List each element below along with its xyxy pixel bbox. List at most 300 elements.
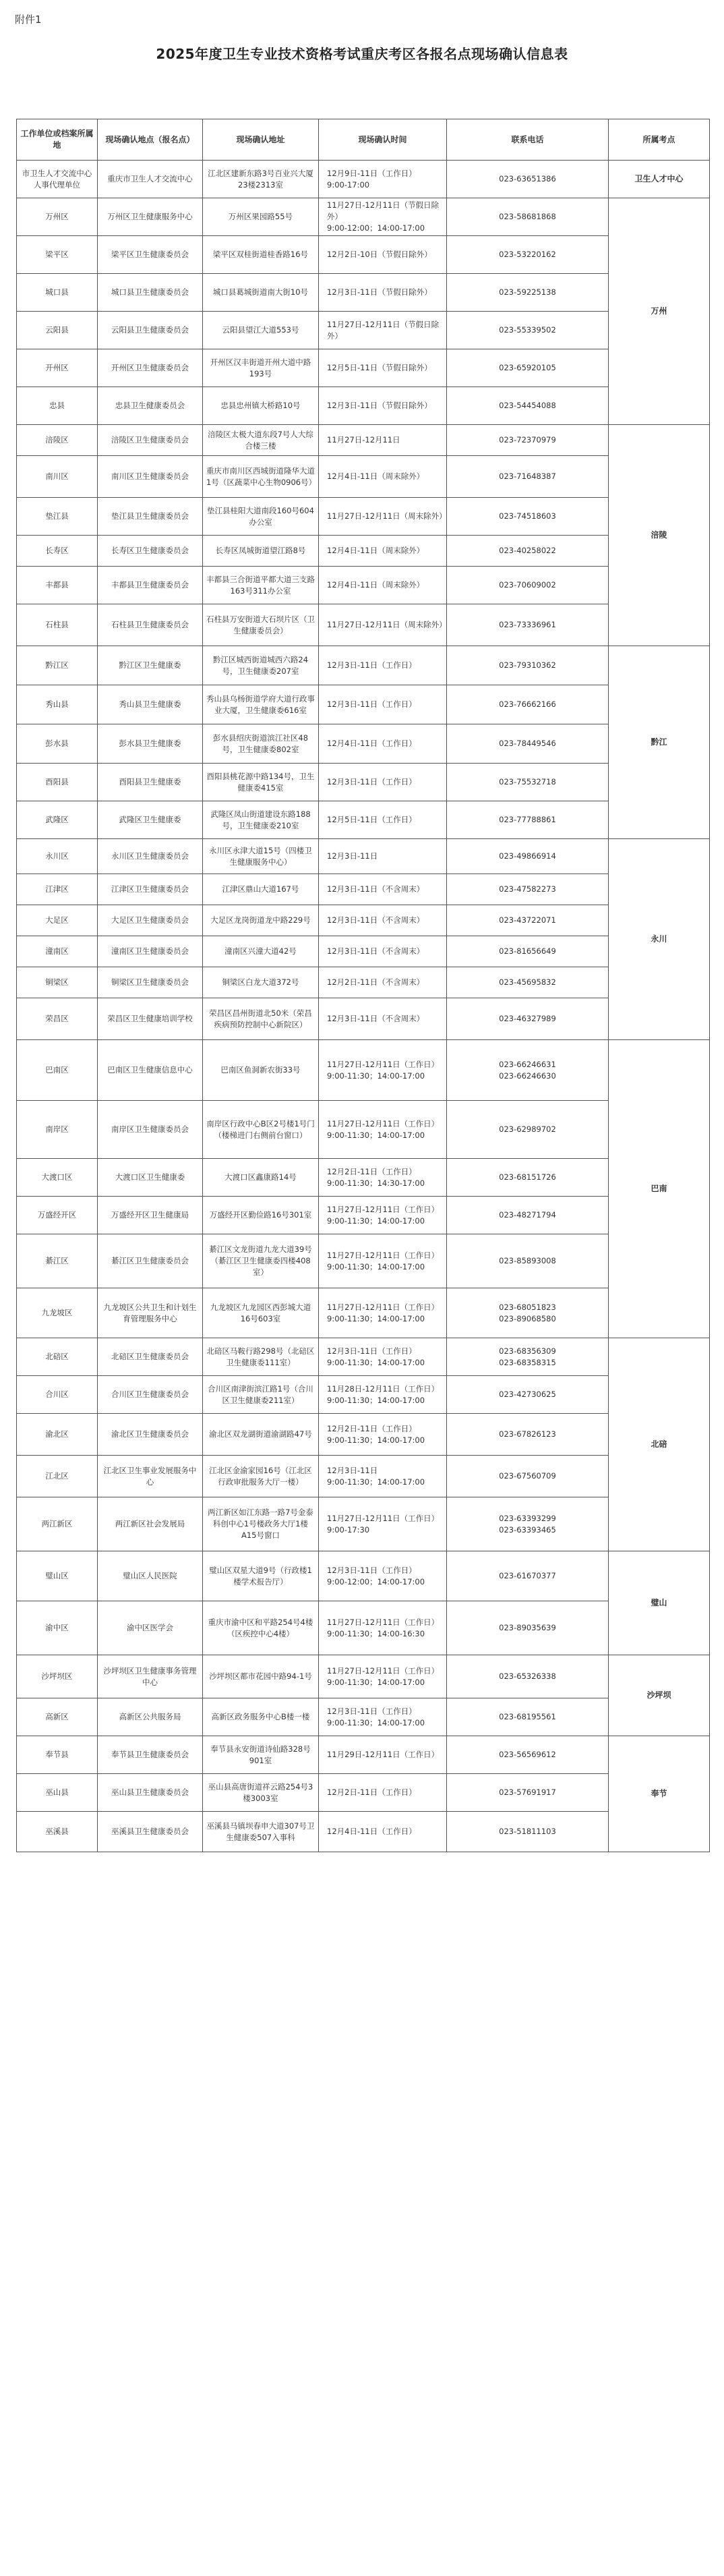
cell-unit: 彭水县: [17, 724, 98, 764]
table-row: [17, 1159, 710, 1197]
cell-unit: 北碚区: [17, 1338, 98, 1376]
cell-site: 璧山区人民医院: [98, 1551, 203, 1601]
cell-site: 綦江区卫生健康委员会: [98, 1234, 203, 1288]
time-line: 12月3日-11日（节假日除外）: [327, 287, 432, 297]
table-row: [17, 801, 710, 839]
cell-region: 卫生人才中心: [609, 161, 710, 198]
col-header-region: 所属考点: [609, 119, 710, 161]
phone-number: 023-65920105: [499, 363, 556, 372]
cell-address: 涪陵区太极大道东段7号人大综合楼三楼: [203, 425, 319, 456]
cell-time: [319, 1338, 447, 1376]
time-line: 12月3日-11日（工作日）: [327, 699, 417, 709]
col-header-address: 现场确认地址: [203, 119, 319, 161]
time-line: 9:00-11:30；14:00-17:00: [327, 1395, 425, 1405]
time-line: 11月27日-12月11日（工作日）: [327, 1204, 440, 1214]
table-row: [17, 1234, 710, 1288]
phone-number: 023-56569612: [499, 1750, 556, 1759]
cell-site: 武隆区卫生健康委: [98, 801, 203, 839]
cell-time: [319, 839, 447, 874]
time-line: 12月2日-11日（工作日）: [327, 1787, 417, 1797]
table-row: [17, 1456, 710, 1497]
cell-unit: 荣昌区: [17, 998, 98, 1040]
cell-address: 奉节县永安街道诗仙路328号901室: [203, 1736, 319, 1774]
cell-site: 两江新区社会发展局: [98, 1497, 203, 1551]
table-row: [17, 1551, 710, 1601]
cell-address: 秀山县乌杨街道学府大道行政事业大厦，卫生健康委616室: [203, 685, 319, 724]
phone-number: 023-67826123: [499, 1429, 556, 1439]
cell-phone: [447, 1288, 609, 1338]
cell-site: 大足区卫生健康委员会: [98, 905, 203, 936]
cell-phone: [447, 1497, 609, 1551]
cell-phone: [447, 604, 609, 646]
cell-address: 綦江区文龙街道九龙大道39号（綦江区卫生健康委四楼408室）: [203, 1234, 319, 1288]
table-row: [17, 498, 710, 536]
cell-phone: [447, 801, 609, 839]
table-row: [17, 839, 710, 874]
attachment-label: 附件1: [15, 13, 42, 26]
cell-address: 开州区汉丰街道开州大道中路193号: [203, 349, 319, 387]
cell-phone: [447, 349, 609, 387]
cell-unit: 綦江区: [17, 1234, 98, 1288]
table-row: [17, 236, 710, 274]
cell-time: [319, 312, 447, 349]
col-header-unit: 工作单位或档案所属地: [17, 119, 98, 161]
cell-time: [319, 236, 447, 274]
phone-number: 023-68151726: [499, 1172, 556, 1182]
cell-site: 渝北区卫生健康委员会: [98, 1414, 203, 1456]
time-line: 9:00-11:30；14:30-17:00: [327, 1178, 425, 1188]
cell-address: 永川区永津大道15号（四楼卫生健康服务中心）: [203, 839, 319, 874]
time-line: 12月3日-11日（工作日）: [327, 777, 417, 786]
cell-time: [319, 1159, 447, 1197]
cell-region: 黔江: [609, 646, 710, 839]
cell-address: 九龙坡区九龙园区西彭城大道16号603室: [203, 1288, 319, 1338]
time-line: 12月5日-11日（节假日除外）: [327, 363, 432, 372]
cell-site: 江津区卫生健康委员会: [98, 874, 203, 905]
time-line: 12月3日-11日（不含周末）: [327, 884, 425, 894]
cell-address: 武隆区凤山街道建设东路188号，卫生健康委210室: [203, 801, 319, 839]
phone-number: 023-62989702: [499, 1124, 556, 1134]
table-row: [17, 1040, 710, 1101]
time-line: 12月3日-11日（工作日）: [327, 1346, 417, 1356]
cell-region: 璧山: [609, 1551, 710, 1655]
time-line: 11月27日-12月11日（工作日）: [327, 1665, 440, 1676]
phone-number: 023-68195561: [499, 1712, 556, 1721]
cell-phone: [447, 425, 609, 456]
cell-unit: 垫江县: [17, 498, 98, 536]
cell-unit: 秀山县: [17, 685, 98, 724]
cell-time: [319, 274, 447, 312]
cell-address: 石柱县万安街道大石坝片区（卫生健康委员会）: [203, 604, 319, 646]
cell-phone: [447, 1698, 609, 1736]
table-row: [17, 1197, 710, 1234]
cell-address: 巫溪县马镇坝春申大道307号卫生健康委507入事科: [203, 1812, 319, 1852]
cell-site: 黔江区卫生健康委: [98, 646, 203, 685]
table-row: [17, 198, 710, 236]
cell-site: 巫山县卫生健康委员会: [98, 1774, 203, 1812]
cell-time: [319, 198, 447, 236]
table-header-row: [17, 119, 710, 161]
cell-phone: [447, 685, 609, 724]
table-row: [17, 936, 710, 967]
cell-address: 彭水县绍庆街道滨江社区48号，卫生健康委802室: [203, 724, 319, 764]
cell-site: 永川区卫生健康委员会: [98, 839, 203, 874]
cell-phone: [447, 198, 609, 236]
time-line: 12月4日-11日（周末除外）: [327, 546, 425, 555]
table-row: [17, 312, 710, 349]
time-line: 9:00-12:00；14:00-17:00: [327, 1576, 425, 1586]
table-row: [17, 274, 710, 312]
cell-phone: [447, 646, 609, 685]
time-line: 9:00-11:30；14:00-17:00: [327, 1070, 425, 1081]
cell-unit: 璧山区: [17, 1551, 98, 1601]
cell-region: 沙坪坝: [609, 1655, 710, 1736]
cell-time: [319, 874, 447, 905]
cell-phone: [447, 1736, 609, 1774]
table-row: [17, 1774, 710, 1812]
cell-unit: 大足区: [17, 905, 98, 936]
cell-phone: [447, 536, 609, 567]
cell-unit: 万盛经开区: [17, 1197, 98, 1234]
cell-phone: [447, 312, 609, 349]
time-line: 12月3日-11日（不含周末）: [327, 915, 425, 925]
cell-time: [319, 998, 447, 1040]
cell-unit: 涪陵区: [17, 425, 98, 456]
cell-unit: 高新区: [17, 1698, 98, 1736]
cell-phone: [447, 1456, 609, 1497]
phone-number: 023-63651386: [499, 174, 556, 183]
cell-unit: 城口县: [17, 274, 98, 312]
col-header-phone: 联系电话: [447, 119, 609, 161]
cell-time: [319, 456, 447, 498]
time-line: 12月2日-10日（节假日除外）: [327, 250, 432, 259]
cell-address: 江北区金渝家园16号（江北区行政审批服务大厅一楼）: [203, 1456, 319, 1497]
time-line: 12月3日-11日（不含周末）: [327, 1014, 425, 1023]
time-line: 12月4日-11日（工作日）: [327, 739, 417, 748]
cell-unit: 合川区: [17, 1376, 98, 1414]
phone-number: 023-76662166: [499, 699, 556, 709]
time-line: 11月28日-12月11日（工作日）: [327, 1383, 440, 1394]
phone-number: 023-79310362: [499, 660, 556, 670]
cell-site: 石柱县卫生健康委员会: [98, 604, 203, 646]
time-line: 11月29日-12月11日（工作日）: [327, 1750, 440, 1759]
phone-number: 023-43722071: [499, 915, 556, 925]
time-line: 12月5日-11日（工作日）: [327, 815, 417, 824]
cell-time: [319, 1040, 447, 1101]
time-line: 12月4日-11日（周末除外）: [327, 580, 425, 590]
phone-number: 023-68051823: [499, 1302, 556, 1312]
table-row: [17, 1601, 710, 1655]
cell-site: 彭水县卫生健康委: [98, 724, 203, 764]
phone-number: 023-57691917: [499, 1787, 556, 1797]
cell-unit: 黔江区: [17, 646, 98, 685]
cell-address: 铜梁区白龙大道372号: [203, 967, 319, 998]
table-row: [17, 1497, 710, 1551]
table-row: [17, 1288, 710, 1338]
cell-unit: 长寿区: [17, 536, 98, 567]
cell-address: 城口县葛城街道南大街10号: [203, 274, 319, 312]
phone-number: 023-67560709: [499, 1471, 556, 1481]
cell-site: 开州区卫生健康委员会: [98, 349, 203, 387]
cell-time: [319, 1414, 447, 1456]
cell-site: 梁平区卫生健康委员会: [98, 236, 203, 274]
time-line: 9:00-11:30；14:00-17:00: [327, 1677, 425, 1687]
cell-phone: [447, 1101, 609, 1159]
cell-unit: 江北区: [17, 1456, 98, 1497]
cell-unit: 永川区: [17, 839, 98, 874]
time-line: 11月27日-12月11日（工作日）: [327, 1250, 440, 1260]
cell-unit: 云阳县: [17, 312, 98, 349]
time-line: 11月27日-12月11日（工作日）: [327, 1617, 440, 1627]
cell-site: 万州区卫生健康服务中心: [98, 198, 203, 236]
cell-site: 荣昌区卫生健康培训学校: [98, 998, 203, 1040]
cell-phone: [447, 724, 609, 764]
table-row: [17, 1101, 710, 1159]
cell-phone: [447, 967, 609, 998]
phone-number: 023-71648387: [499, 471, 556, 481]
phone-number: 023-78449546: [499, 739, 556, 748]
cell-time: [319, 1551, 447, 1601]
table-row: [17, 456, 710, 498]
cell-site: 长寿区卫生健康委员会: [98, 536, 203, 567]
cell-time: [319, 604, 447, 646]
cell-unit: 沙坪坝区: [17, 1655, 98, 1698]
time-line: 11月27日-12月11日（工作日）: [327, 1118, 440, 1128]
cell-time: [319, 567, 447, 604]
cell-address: 南岸区行政中心B区2号楼1号门（楼梯进门右侧前台窗口）: [203, 1101, 319, 1159]
cell-phone: [447, 1234, 609, 1288]
table-row: [17, 685, 710, 724]
cell-address: 渝北区双龙湖街道渝湖路47号: [203, 1414, 319, 1456]
cell-phone: [447, 839, 609, 874]
cell-site: 重庆市卫生人才交流中心: [98, 161, 203, 198]
cell-phone: [447, 1774, 609, 1812]
phone-number: 023-81656649: [499, 946, 556, 956]
table-row: [17, 161, 710, 198]
cell-unit: 两江新区: [17, 1497, 98, 1551]
table-row: [17, 764, 710, 801]
time-line: 9:00-17:00: [327, 179, 370, 190]
table-row: [17, 1736, 710, 1774]
cell-time: [319, 764, 447, 801]
time-line: 11月27日-12月11日（工作日）: [327, 1059, 440, 1069]
cell-site: 巫溪县卫生健康委员会: [98, 1812, 203, 1852]
cell-unit: 市卫生人才交流中心人事代理单位: [17, 161, 98, 198]
time-line: 12月3日-11日（工作日）: [327, 1565, 417, 1575]
table-row: [17, 1414, 710, 1456]
cell-address: 云阳县望江大道553号: [203, 312, 319, 349]
time-line: 9:00-12:00；14:00-17:00: [327, 223, 425, 233]
phone-number: 023-73336961: [499, 620, 556, 629]
phone-number: 023-68356309: [499, 1346, 556, 1356]
table-row: [17, 967, 710, 998]
cell-site: 铜梁区卫生健康委员会: [98, 967, 203, 998]
phone-number: 023-61670377: [499, 1571, 556, 1580]
cell-phone: [447, 498, 609, 536]
phone-number: 023-74518603: [499, 511, 556, 521]
table-row: [17, 387, 710, 425]
phone-number: 023-59225138: [499, 287, 556, 297]
info-table: [16, 119, 710, 1852]
confirmation-table: [16, 119, 709, 1852]
time-line: 12月3日-11日: [327, 851, 378, 861]
cell-region: 万州: [609, 198, 710, 425]
phone-number: 023-66246630: [499, 1070, 556, 1081]
time-line: 12月3日-11日（不含周末）: [327, 946, 425, 956]
time-line: 12月9日-11日（工作日）: [327, 168, 417, 178]
cell-site: 酉阳县卫生健康委: [98, 764, 203, 801]
cell-unit: 南川区: [17, 456, 98, 498]
cell-time: [319, 1774, 447, 1812]
cell-site: 大渡口区卫生健康委: [98, 1159, 203, 1197]
cell-unit: 万州区: [17, 198, 98, 236]
cell-unit: 梁平区: [17, 236, 98, 274]
cell-unit: 丰都县: [17, 567, 98, 604]
table-row: [17, 874, 710, 905]
cell-site: 南岸区卫生健康委员会: [98, 1101, 203, 1159]
cell-phone: [447, 1338, 609, 1376]
phone-number: 023-49866914: [499, 851, 556, 861]
cell-phone: [447, 936, 609, 967]
cell-time: [319, 1736, 447, 1774]
cell-site: 渝中区医学会: [98, 1601, 203, 1655]
cell-unit: 渝北区: [17, 1414, 98, 1456]
phone-number: 023-63393465: [499, 1524, 556, 1535]
cell-site: 忠县卫生健康委员会: [98, 387, 203, 425]
time-line: 11月27日-12月11日（周末除外）: [327, 620, 447, 629]
cell-phone: [447, 998, 609, 1040]
cell-time: [319, 1376, 447, 1414]
cell-site: 九龙坡区公共卫生和计划生育管理服务中心: [98, 1288, 203, 1338]
cell-time: [319, 1197, 447, 1234]
time-line: 11月27日-12月11日（工作日）: [327, 1513, 440, 1523]
cell-unit: 开州区: [17, 349, 98, 387]
table-row: [17, 724, 710, 764]
cell-phone: [447, 1812, 609, 1852]
time-line: 12月3日-11日（节假日除外）: [327, 401, 432, 410]
phone-number: 023-51811103: [499, 1827, 556, 1836]
table-row: [17, 1812, 710, 1852]
phone-number: 023-47582273: [499, 884, 556, 894]
cell-phone: [447, 1376, 609, 1414]
cell-time: [319, 1698, 447, 1736]
phone-number: 023-68358315: [499, 1357, 556, 1367]
cell-site: 北碚区卫生健康委员会: [98, 1338, 203, 1376]
phone-number: 023-40258022: [499, 546, 556, 555]
time-line: 12月3日-11日: [327, 1465, 378, 1475]
table-row: [17, 646, 710, 685]
cell-phone: [447, 1159, 609, 1197]
cell-time: [319, 1456, 447, 1497]
cell-phone: [447, 1655, 609, 1698]
table-row: [17, 425, 710, 456]
cell-time: [319, 646, 447, 685]
cell-unit: 忠县: [17, 387, 98, 425]
cell-address: 两江新区如江东路一路7号金泰科创中心1号楼政务大厅1楼A15号窗口: [203, 1497, 319, 1551]
table-row: [17, 349, 710, 387]
cell-unit: 巴南区: [17, 1040, 98, 1101]
cell-phone: [447, 764, 609, 801]
cell-address: 忠县忠州镇大桥路10号: [203, 387, 319, 425]
cell-time: [319, 349, 447, 387]
cell-address: 黔江区城西街道城西六路24号，卫生健康委207室: [203, 646, 319, 685]
cell-time: [319, 967, 447, 998]
cell-address: 梁平区双桂街道桂香路16号: [203, 236, 319, 274]
cell-region: 奉节: [609, 1736, 710, 1852]
phone-number: 023-42730625: [499, 1390, 556, 1399]
cell-unit: 南岸区: [17, 1101, 98, 1159]
phone-number: 023-55339502: [499, 325, 556, 335]
cell-address: 长寿区凤城街道望江路8号: [203, 536, 319, 567]
time-line: 9:00-11:30；14:00-16:30: [327, 1628, 425, 1638]
time-line: 12月2日-11日（工作日）: [327, 1423, 417, 1433]
time-line: 11月27日-12月11日（周末除外）: [327, 511, 447, 521]
time-line: 9:00-11:30；14:00-17:00: [327, 1313, 425, 1323]
time-line: 9:00-11:30；14:00-17:00: [327, 1477, 425, 1487]
cell-unit: 大渡口区: [17, 1159, 98, 1197]
phone-number: 023-77788861: [499, 815, 556, 824]
cell-time: [319, 161, 447, 198]
cell-region: 涪陵: [609, 425, 710, 646]
cell-site: 城口县卫生健康委员会: [98, 274, 203, 312]
cell-unit: 巫溪县: [17, 1812, 98, 1852]
cell-address: 垫江县桂阳大道南段160号604办公室: [203, 498, 319, 536]
phone-number: 023-75532718: [499, 777, 556, 786]
cell-region: 永川: [609, 839, 710, 1040]
time-line: 9:00-11:30；14:00-17:00: [327, 1357, 425, 1367]
cell-address: 北碚区马鞍行路298号（北碚区卫生健康委111室）: [203, 1338, 319, 1376]
cell-site: 巴南区卫生健康信息中心: [98, 1040, 203, 1101]
time-line: 12月3日-11日（工作日）: [327, 1706, 417, 1716]
cell-address: 巴南区鱼洞新农街33号: [203, 1040, 319, 1101]
phone-number: 023-70609002: [499, 580, 556, 590]
time-line: 9:00-11:30；14:00-17:00: [327, 1717, 425, 1727]
cell-region: 巴南: [609, 1040, 710, 1338]
cell-site: 合川区卫生健康委员会: [98, 1376, 203, 1414]
table-row: [17, 1338, 710, 1376]
phone-number: 023-58681868: [499, 212, 556, 221]
table-body: [17, 161, 710, 1852]
table-row: [17, 1655, 710, 1698]
cell-unit: 巫山县: [17, 1774, 98, 1812]
cell-address: 大足区龙岗街道龙中路229号: [203, 905, 319, 936]
cell-time: [319, 536, 447, 567]
cell-unit: 奉节县: [17, 1736, 98, 1774]
cell-phone: [447, 1197, 609, 1234]
cell-address: 江北区建新东路3号百业兴大厦23楼2313室: [203, 161, 319, 198]
phone-number: 023-65326338: [499, 1671, 556, 1681]
cell-time: [319, 724, 447, 764]
cell-address: 璧山区双星大道9号（行政楼1楼学术报告厅）: [203, 1551, 319, 1601]
cell-address: 荣昌区昌州街道北50米（荣昌疾病预防控制中心新院区）: [203, 998, 319, 1040]
cell-phone: [447, 567, 609, 604]
cell-site: 丰都县卫生健康委员会: [98, 567, 203, 604]
cell-address: 合川区南津街滨江路1号（合川区卫生健康委211室）: [203, 1376, 319, 1414]
cell-time: [319, 936, 447, 967]
page-title: 2025年度卫生专业技术资格考试重庆考区各报名点现场确认信息表: [156, 46, 568, 62]
cell-phone: [447, 1551, 609, 1601]
cell-site: 秀山县卫生健康委: [98, 685, 203, 724]
cell-phone: [447, 161, 609, 198]
cell-address: 重庆市南川区西城街道隆华大道1号（区蔬菜中心生物0906号）: [203, 456, 319, 498]
cell-time: [319, 1812, 447, 1852]
cell-address: 万盛经开区勤俭路16号301室: [203, 1197, 319, 1234]
phone-number: 023-53220162: [499, 250, 556, 259]
time-line: 9:00-17:30: [327, 1524, 370, 1535]
table-row: [17, 1376, 710, 1414]
phone-number: 023-63393299: [499, 1513, 556, 1523]
cell-site: 奉节县卫生健康委员会: [98, 1736, 203, 1774]
